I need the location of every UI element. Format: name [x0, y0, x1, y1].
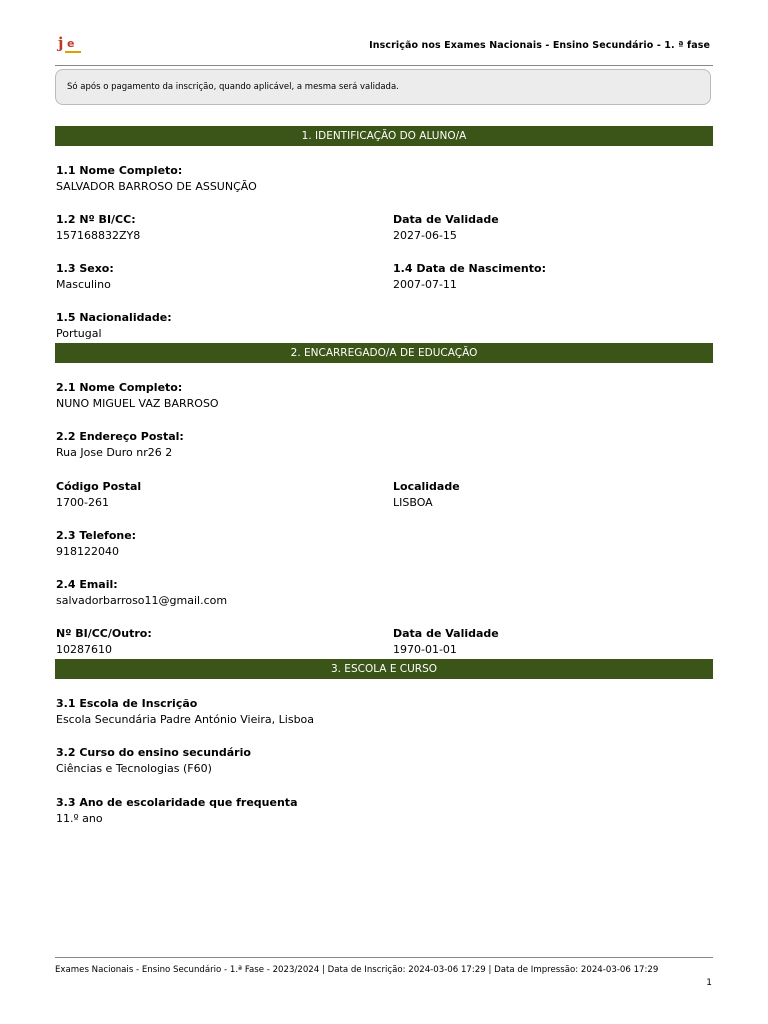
payment-notice-text: Só após o pagamento da inscrição, quando aplicável, a mesma será validada. — [67, 82, 399, 92]
encarregado-cp-value: 1700-261 — [56, 496, 109, 509]
aluno-nascimento-value: 2007-07-11 — [393, 278, 457, 291]
encarregado-nome-label: 2.1 Nome Completo: — [56, 381, 183, 394]
encarregado-endereco-label: 2.2 Endereço Postal: — [56, 430, 184, 443]
escola-inscricao-value: Escola Secundária Padre António Vieira, Lisboa — [56, 713, 315, 726]
aluno-sexo-value: Masculino — [56, 278, 111, 291]
encarregado-email-value: salvadorbarroso11@gmail.com — [56, 594, 228, 607]
footer-divider — [55, 957, 713, 958]
aluno-bi-value: 157168832ZY8 — [56, 229, 141, 242]
header-divider — [55, 65, 713, 66]
escola-inscricao-label: 3.1 Escola de Inscrição — [56, 697, 198, 710]
encarregado-telefone-label: 2.3 Telefone: — [56, 529, 137, 542]
aluno-bi-label: 1.2 Nº BI/CC: — [56, 213, 136, 226]
aluno-nacionalidade-value: Portugal — [56, 327, 102, 340]
ano-escolaridade-value: 11.º ano — [56, 812, 103, 825]
aluno-validade-value: 2027-06-15 — [393, 229, 457, 242]
curso-value: Ciências e Tecnologias (F60) — [56, 762, 212, 775]
page-number: 1 — [706, 978, 712, 988]
encarregado-endereco-value: Rua Jose Duro nr26 2 — [56, 446, 173, 459]
encarregado-email-label: 2.4 Email: — [56, 578, 118, 591]
encarregado-localidade-value: LISBOA — [393, 496, 433, 509]
aluno-nacionalidade-label: 1.5 Nacionalidade: — [56, 311, 172, 324]
aluno-nome-value: SALVADOR BARROSO DE ASSUNÇÃO — [56, 180, 257, 193]
aluno-sexo-label: 1.3 Sexo: — [56, 262, 114, 275]
curso-label: 3.2 Curso do ensino secundário — [56, 746, 251, 759]
encarregado-validade-value: 1970-01-01 — [393, 643, 457, 656]
encarregado-doc-value: 10287610 — [56, 643, 112, 656]
encarregado-validade-label: Data de Validade — [393, 627, 499, 640]
encarregado-doc-label: Nº BI/CC/Outro: — [56, 627, 152, 640]
document-title: Inscrição nos Exames Nacionais - Ensino Secundário - 1. ª fase — [369, 40, 710, 51]
section-header-identificacao: 1. IDENTIFICAÇÃO DO ALUNO/A — [55, 126, 713, 146]
ano-escolaridade-label: 3.3 Ano de escolaridade que frequenta — [56, 796, 298, 809]
footer-info: Exames Nacionais - Ensino Secundário - 1.ª Fase - 2023/2024 | Data de Inscrição: 2024-03-06 17:29 | Data de Impressão: 2024-03-06 17:29 — [55, 965, 659, 975]
encarregado-cp-label: Código Postal — [56, 480, 142, 493]
encarregado-localidade-label: Localidade — [393, 480, 460, 493]
aluno-nascimento-label: 1.4 Data de Nascimento: — [393, 262, 546, 275]
encarregado-telefone-value: 918122040 — [56, 545, 119, 558]
payment-notice — [55, 69, 711, 105]
aluno-nome-label: 1.1 Nome Completo: — [56, 164, 183, 177]
jne-logo: j e — [58, 37, 80, 55]
section-header-escola: 3. ESCOLA E CURSO — [55, 659, 713, 679]
encarregado-nome-value: NUNO MIGUEL VAZ BARROSO — [56, 397, 219, 410]
section-header-encarregado: 2. ENCARREGADO/A DE EDUCAÇÃO — [55, 343, 713, 363]
aluno-validade-label: Data de Validade — [393, 213, 499, 226]
